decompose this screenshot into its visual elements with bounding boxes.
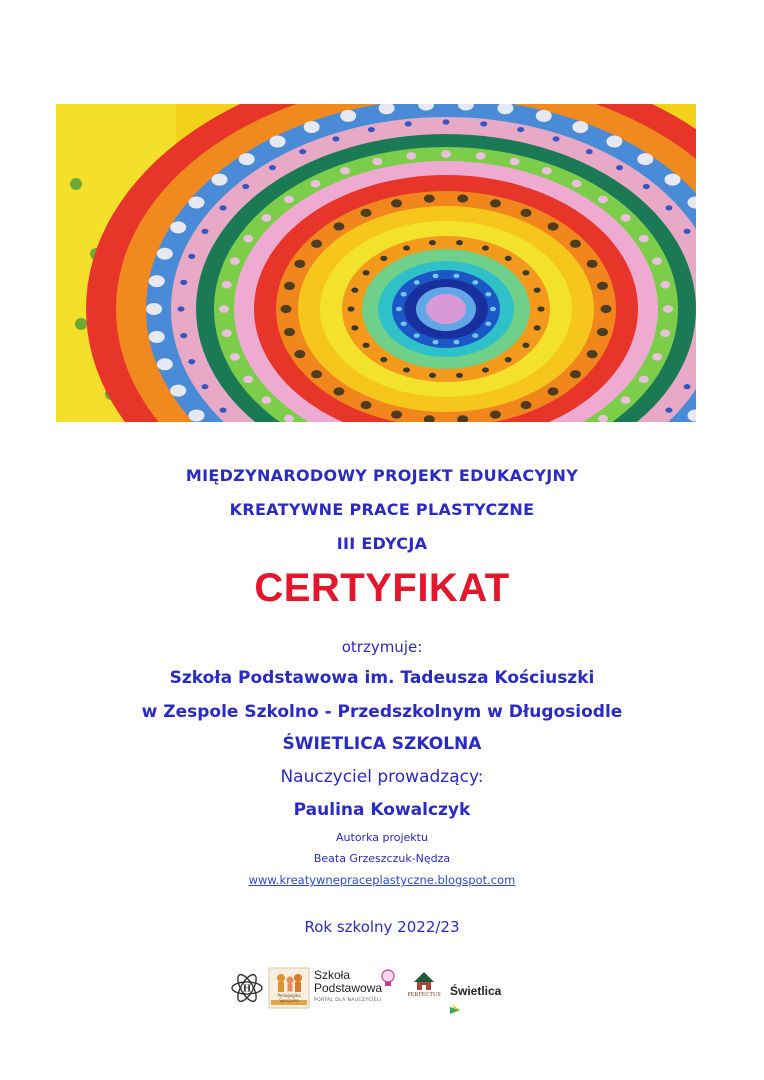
perfectus-logo-text: PERFECTUS xyxy=(407,992,441,998)
header-painting xyxy=(56,104,696,422)
perfectus-logo xyxy=(404,966,444,996)
rainbow-circles-painting xyxy=(56,104,696,422)
school-unit: ŚWIETLICA SZKOLNA xyxy=(282,734,482,754)
author-name: Beata Grzeszczuk-Nędza xyxy=(313,852,451,865)
school-year: Rok szkolny 2022/23 xyxy=(304,918,460,936)
partner-logos xyxy=(230,966,530,1012)
certificate-title: CERTYFIKAT xyxy=(254,566,510,610)
teacher-label: Nauczyciel prowadzący: xyxy=(280,767,484,787)
project-subtitle: KREATYWNE PRACE PLASTYCZNE xyxy=(229,500,535,519)
website-line xyxy=(0,873,764,887)
teacher-name: Paulina Kowalczyk xyxy=(293,800,471,820)
edition: III EDYCJA xyxy=(336,534,428,553)
logo-text-szkola: Szkoła xyxy=(314,968,351,982)
swietlica-logo xyxy=(450,980,514,1018)
school-location: w Zespole Szkolno - Przedszkolnym w Długosiodle xyxy=(141,702,623,722)
logo-text-podstawowa: Podstawowa xyxy=(314,981,383,995)
project-name: MIĘDZYNARODOWY PROJEKT EDUKACYJNY xyxy=(185,466,579,485)
atom-h-logo-icon xyxy=(230,966,264,1014)
swietlica-triangle-icon xyxy=(450,1005,460,1015)
swietlica-logo-text: Świetlica xyxy=(450,984,502,998)
lightbulb-icon xyxy=(380,968,396,990)
pedagogika-logo xyxy=(268,966,310,1014)
pedagogika-logo-text: Pedagogika Specjalna xyxy=(277,993,301,1003)
recipient-intro: otrzymuje: xyxy=(341,638,423,656)
author-label: Autorka projektu xyxy=(336,831,428,844)
szkola-podstawowa-logo xyxy=(314,966,398,1010)
svg-text:H: H xyxy=(242,984,252,995)
school-name: Szkoła Podstawowa im. Tadeusza Kościuszki xyxy=(169,668,595,688)
website-link[interactable]: www.kreatywnepraceplastyczne.blogspot.com xyxy=(248,873,516,887)
logo-text-portal: PORTAL DLA NAUCZYCIELI xyxy=(314,998,382,1003)
